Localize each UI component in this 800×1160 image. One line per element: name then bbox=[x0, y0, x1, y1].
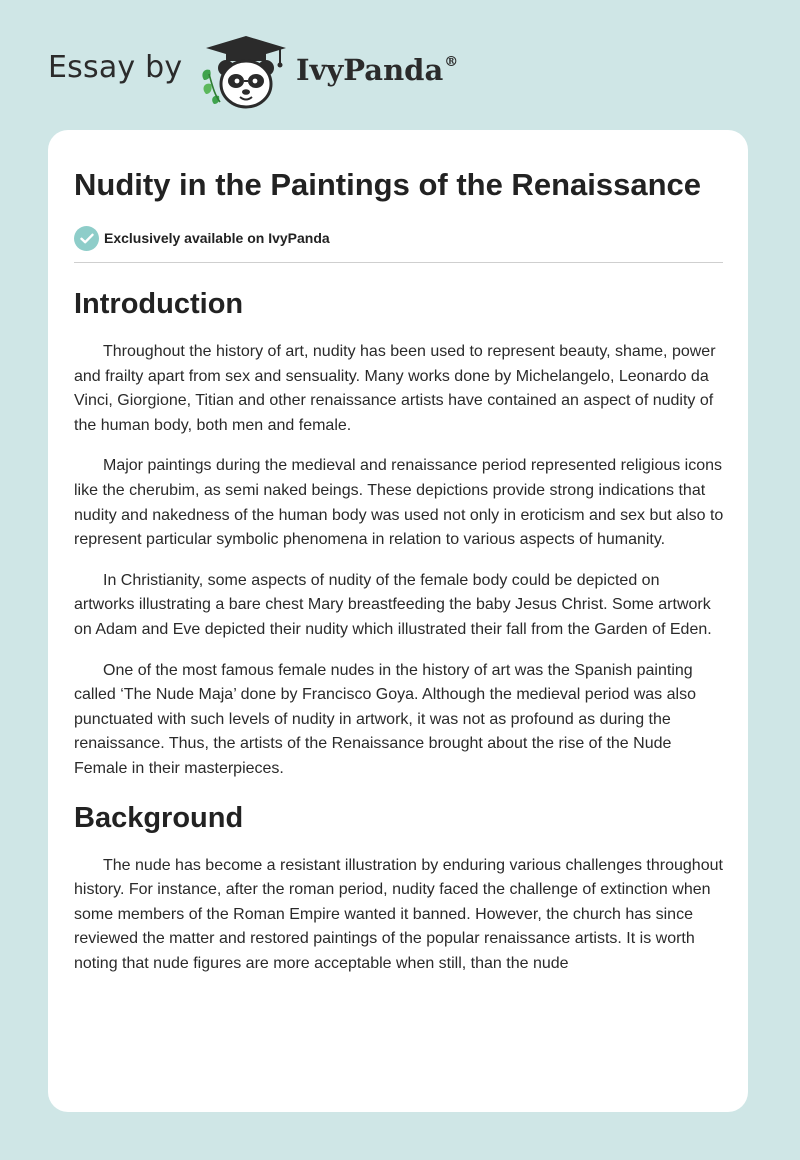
panda-graduate-icon[interactable] bbox=[200, 34, 292, 110]
section-heading-background: Background bbox=[74, 801, 244, 834]
paragraph: In Christianity, some aspects of nudity of the female body could be depicted on artworks illustrating a bare chest Mary breastfeeding the baby Jesus Christ. Some artwork on Adam and Eve depicted their nudity which illustrated their fall from the Garden of Eden. bbox=[74, 571, 712, 638]
paragraph: The nude has become a resistant illustration by enduring various challenges throughout history. For instance, after the roman period, nudity faced the challenge of extinction when some members of the Roman Empire wanted it banned. However, the church has since reviewed the matter and restored paintings of the popular renaissance artists. It is worth noting that nude figures are more acceptable when still, than the nude bbox=[74, 856, 723, 972]
exclusive-badge bbox=[74, 225, 724, 251]
check-icon bbox=[74, 226, 99, 251]
paragraph: Throughout the history of art, nudity has been used to represent beauty, shame, power and frailty apart from sex and sensuality. Many works done by Michelangelo, Leonardo da Vinci, Giorgione, Titian and other renaissance artists have contained an aspect of nudity of the human body, both men and female. bbox=[74, 343, 716, 434]
registered-mark: ® bbox=[444, 54, 459, 70]
essay-card bbox=[48, 130, 748, 1112]
exclusive-label: Exclusively available on IvyPanda bbox=[104, 230, 330, 246]
paragraph: Major paintings during the medieval and renaissance period represented religious icons like the cherubim, as semi naked beings. These depictions provide strong indications that nudity and nakedness of the human body was used not only in eroticism and sex but also to represent particular symbolic phenomena in relation to various aspects of humanity. bbox=[74, 457, 724, 549]
essay-title: Nudity in the Paintings of the Renaissance bbox=[74, 167, 701, 202]
paragraph: One of the most famous female nudes in the history of art was the Spanish painting called ‘The Nude Maja’ done by Francisco Goya. Although the medieval period was also punctuated with such levels of nudity in artwork, it was not as profound as during the renaissance. Thus, the artists of the Renaissance brought about the rise of the Nude Female in their masterpieces. bbox=[74, 661, 696, 777]
ivy-leaf-icon bbox=[202, 70, 220, 104]
essay-content bbox=[74, 164, 724, 992]
title-divider bbox=[74, 262, 723, 263]
site-header bbox=[0, 0, 800, 120]
brand-text: IvyPanda bbox=[296, 53, 444, 87]
section-heading-introduction: Introduction bbox=[74, 288, 244, 320]
essay-by-label: Essay by bbox=[48, 50, 183, 85]
brand-name[interactable] bbox=[296, 53, 458, 87]
